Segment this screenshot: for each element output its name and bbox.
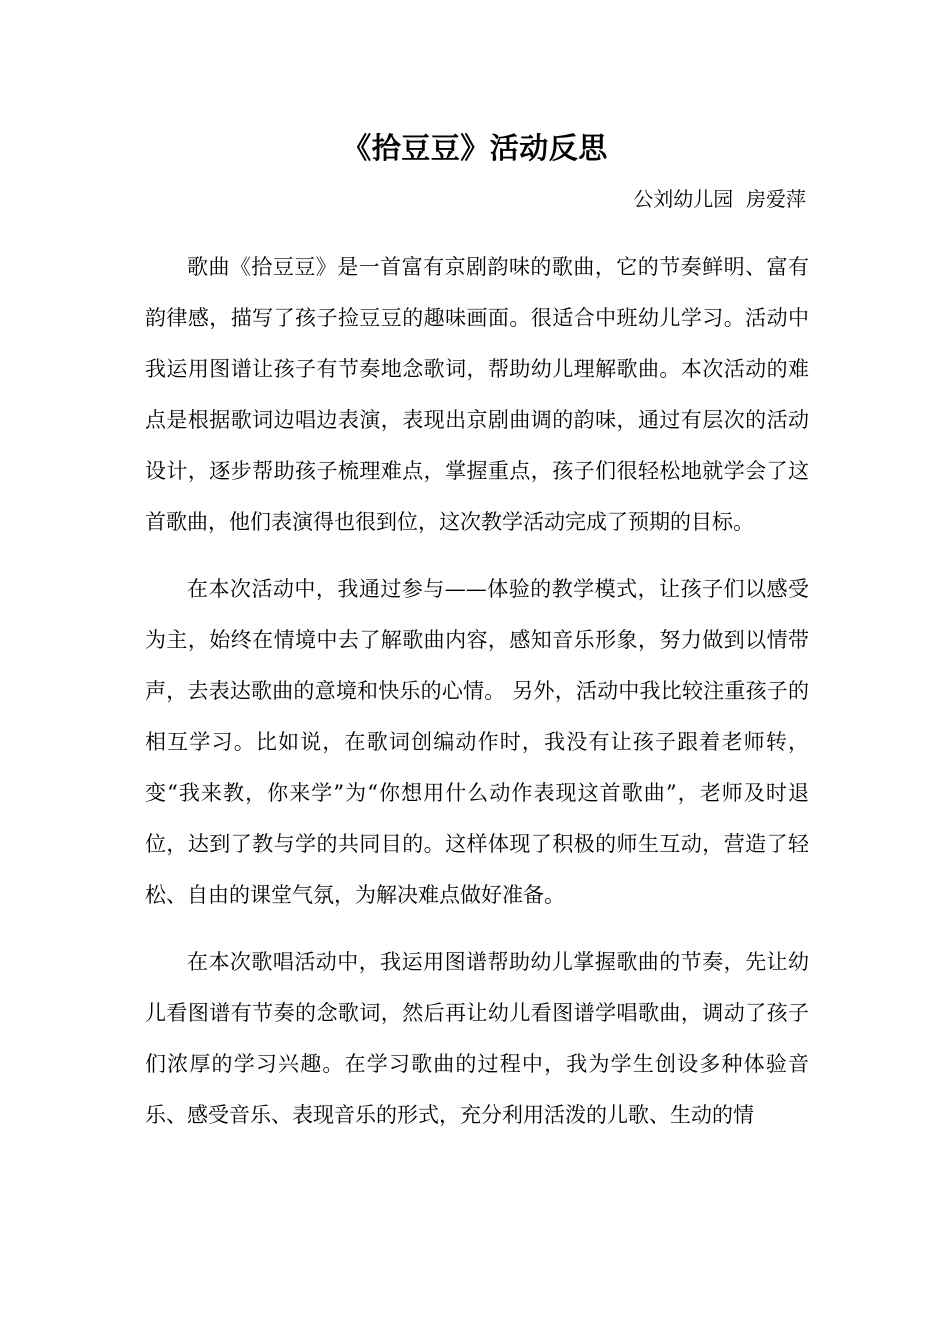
- document-title: 《拾豆豆》活动反思: [342, 131, 608, 165]
- paragraph-3: 在本次歌唱活动中，我运用图谱帮助幼儿掌握歌曲的节奏，先让幼儿看图谱有节奏的念歌词，然后再让幼儿看图谱学唱歌曲，调动了孩子们浓厚的学习兴趣。在学习歌曲的过程中，我为学生创设多种体验音乐、感受音乐、表现音乐的形式，充分利用活泼的儿歌、生动的情: [145, 950, 809, 1127]
- paragraph-1: 歌曲《拾豆豆》是一首富有京剧韵味的歌曲，它的节奏鲜明、富有韵律感，描写了孩子捡豆豆的趣味画面。很适合中班幼儿学习。活动中我运用图谱让孩子有节奏地念歌词，帮助幼儿理解歌曲。本次活动的难点是根据歌词边唱边表演，表现出京剧曲调的韵味，通过有层次的活动设计，逐步帮助孩子梳理难点，掌握重点，孩子们很轻松地就学会了这首歌曲，他们表演得也很到位，这次教学活动完成了预期的目标。: [145, 255, 809, 534]
- document-body: [145, 242, 809, 1157]
- paragraph-2: 在本次活动中，我通过参与——体验的教学模式，让孩子们以感受为主，始终在情境中去了解歌曲内容，感知音乐形象，努力做到以情带声，去表达歌曲的意境和快乐的心情。 另外，活动中我比较注重孩子的相互学习。比如说，在歌词创编动作时，我没有让孩子跟着老师转，变“我来教，你来学”为“你想用什么动作表现这首歌曲”，老师及时退位，达到了教与学的共同目的。这样体现了积极的师生互动，营造了轻松、自由的课堂气氛，为解决难点做好准备。: [145, 577, 809, 907]
- author-byline: 公刘幼儿园 房爱萍: [633, 187, 806, 211]
